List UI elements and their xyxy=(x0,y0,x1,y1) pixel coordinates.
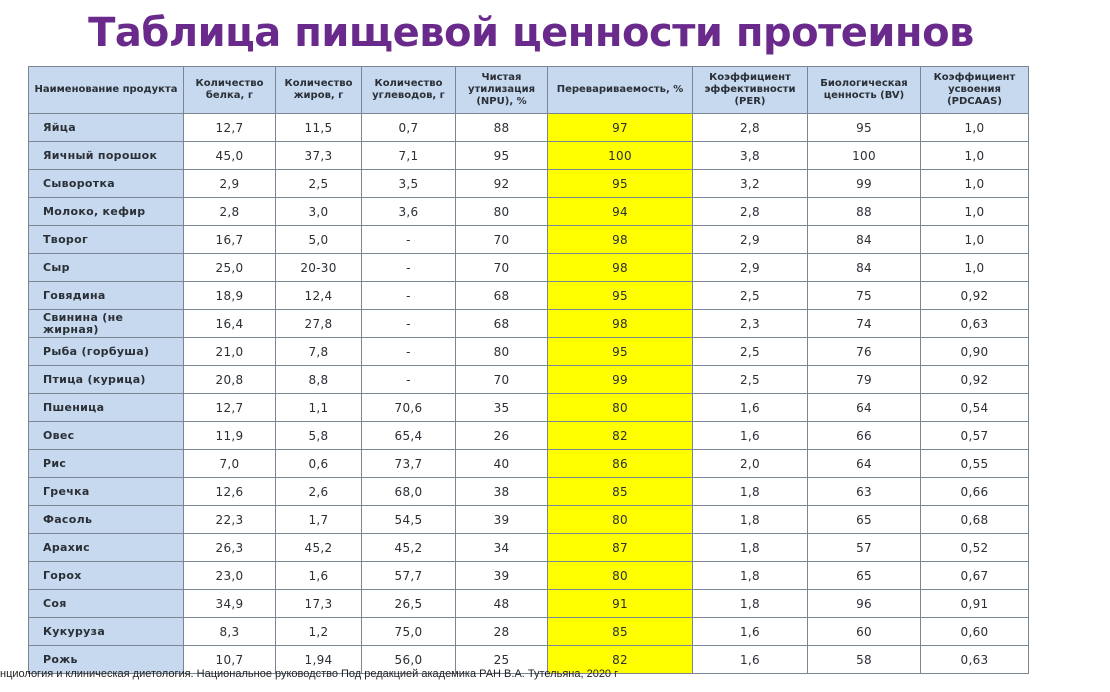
table-row xyxy=(29,198,1029,226)
cell-carbs: 57,7 xyxy=(362,562,456,590)
cell-fat: 45,2 xyxy=(276,534,362,562)
cell-bv: 66 xyxy=(808,422,921,450)
cell-fat: 7,8 xyxy=(276,338,362,366)
cell-digestibility: 80 xyxy=(548,506,693,534)
cell-fat: 17,3 xyxy=(276,590,362,618)
cell-digestibility: 98 xyxy=(548,310,693,338)
table-row xyxy=(29,282,1029,310)
cell-fat: 27,8 xyxy=(276,310,362,338)
cell-pdcaas: 0,60 xyxy=(921,618,1029,646)
cell-pdcaas: 0,68 xyxy=(921,506,1029,534)
cell-pdcaas: 0,90 xyxy=(921,338,1029,366)
table-row xyxy=(29,618,1029,646)
cell-pdcaas: 0,63 xyxy=(921,310,1029,338)
cell-pdcaas: 0,91 xyxy=(921,590,1029,618)
header-npu: Чистая утилизация (NPU), % xyxy=(456,67,548,114)
cell-carbs: - xyxy=(362,254,456,282)
cell-per: 1,8 xyxy=(693,506,808,534)
cell-npu: 34 xyxy=(456,534,548,562)
cell-protein: 23,0 xyxy=(184,562,276,590)
cell-protein: 18,9 xyxy=(184,282,276,310)
cell-protein: 22,3 xyxy=(184,506,276,534)
cell-protein: 16,4 xyxy=(184,310,276,338)
table-row xyxy=(29,254,1029,282)
cell-product-name: Кукуруза xyxy=(29,618,184,646)
cell-pdcaas: 0,67 xyxy=(921,562,1029,590)
cell-pdcaas: 0,66 xyxy=(921,478,1029,506)
cell-product-name: Рыба (горбуша) xyxy=(29,338,184,366)
table-row xyxy=(29,114,1029,142)
cell-fat: 8,8 xyxy=(276,366,362,394)
cell-carbs: 26,5 xyxy=(362,590,456,618)
cell-digestibility: 95 xyxy=(548,338,693,366)
header-protein: Количество белка, г xyxy=(184,67,276,114)
cell-digestibility: 97 xyxy=(548,114,693,142)
cell-per: 1,8 xyxy=(693,562,808,590)
cell-product-name: Рис xyxy=(29,450,184,478)
cell-product-name: Свинина (не жирная) xyxy=(29,310,184,338)
header-pdcaas: Коэффициент усвоения (PDCAAS) xyxy=(921,67,1029,114)
cell-npu: 35 xyxy=(456,394,548,422)
cell-fat: 1,1 xyxy=(276,394,362,422)
cell-npu: 92 xyxy=(456,170,548,198)
cell-per: 1,6 xyxy=(693,422,808,450)
cell-pdcaas: 1,0 xyxy=(921,142,1029,170)
nutrition-table xyxy=(28,66,1029,674)
table-row xyxy=(29,562,1029,590)
cell-fat: 1,94 xyxy=(276,646,362,674)
cell-protein: 10,7 xyxy=(184,646,276,674)
header-per: Коэффициент эффективности (PER) xyxy=(693,67,808,114)
cell-npu: 70 xyxy=(456,254,548,282)
table-row xyxy=(29,450,1029,478)
header-bv: Биологическая ценность (BV) xyxy=(808,67,921,114)
cell-npu: 88 xyxy=(456,114,548,142)
cell-npu: 38 xyxy=(456,478,548,506)
cell-carbs: 56,0 xyxy=(362,646,456,674)
table-row xyxy=(29,394,1029,422)
cell-carbs: - xyxy=(362,226,456,254)
cell-carbs: 70,6 xyxy=(362,394,456,422)
cell-pdcaas: 0,92 xyxy=(921,282,1029,310)
cell-product-name: Сыр xyxy=(29,254,184,282)
cell-npu: 40 xyxy=(456,450,548,478)
table-row xyxy=(29,142,1029,170)
cell-digestibility: 98 xyxy=(548,226,693,254)
cell-product-name: Творог xyxy=(29,226,184,254)
cell-product-name: Гречка xyxy=(29,478,184,506)
cell-digestibility: 99 xyxy=(548,366,693,394)
cell-protein: 16,7 xyxy=(184,226,276,254)
cell-fat: 2,5 xyxy=(276,170,362,198)
cell-protein: 12,6 xyxy=(184,478,276,506)
cell-bv: 95 xyxy=(808,114,921,142)
cell-product-name: Овес xyxy=(29,422,184,450)
cell-product-name: Говядина xyxy=(29,282,184,310)
cell-carbs: 68,0 xyxy=(362,478,456,506)
table-row xyxy=(29,226,1029,254)
cell-digestibility: 98 xyxy=(548,254,693,282)
cell-per: 2,8 xyxy=(693,114,808,142)
cell-npu: 68 xyxy=(456,282,548,310)
cell-bv: 74 xyxy=(808,310,921,338)
cell-bv: 84 xyxy=(808,254,921,282)
cell-npu: 95 xyxy=(456,142,548,170)
cell-protein: 2,8 xyxy=(184,198,276,226)
cell-bv: 58 xyxy=(808,646,921,674)
cell-fat: 1,6 xyxy=(276,562,362,590)
cell-npu: 28 xyxy=(456,618,548,646)
cell-fat: 12,4 xyxy=(276,282,362,310)
cell-digestibility: 85 xyxy=(548,478,693,506)
cell-npu: 80 xyxy=(456,338,548,366)
cell-per: 1,8 xyxy=(693,478,808,506)
cell-carbs: 45,2 xyxy=(362,534,456,562)
cell-fat: 3,0 xyxy=(276,198,362,226)
cell-pdcaas: 0,63 xyxy=(921,646,1029,674)
cell-fat: 5,0 xyxy=(276,226,362,254)
header-product: Наименование продукта xyxy=(29,67,184,114)
cell-carbs: - xyxy=(362,338,456,366)
cell-protein: 21,0 xyxy=(184,338,276,366)
cell-fat: 1,7 xyxy=(276,506,362,534)
cell-pdcaas: 0,55 xyxy=(921,450,1029,478)
cell-digestibility: 82 xyxy=(548,422,693,450)
cell-bv: 60 xyxy=(808,618,921,646)
cell-bv: 65 xyxy=(808,506,921,534)
cell-digestibility: 91 xyxy=(548,590,693,618)
cell-product-name: Яичный порошок xyxy=(29,142,184,170)
cell-carbs: 75,0 xyxy=(362,618,456,646)
table-row xyxy=(29,590,1029,618)
page-title: Таблица пищевой ценности протеинов xyxy=(88,10,974,56)
cell-per: 2,5 xyxy=(693,338,808,366)
cell-carbs: 0,7 xyxy=(362,114,456,142)
cell-per: 1,8 xyxy=(693,590,808,618)
cell-npu: 80 xyxy=(456,198,548,226)
cell-digestibility: 94 xyxy=(548,198,693,226)
cell-bv: 65 xyxy=(808,562,921,590)
cell-protein: 7,0 xyxy=(184,450,276,478)
cell-digestibility: 87 xyxy=(548,534,693,562)
cell-npu: 26 xyxy=(456,422,548,450)
cell-fat: 37,3 xyxy=(276,142,362,170)
table-row xyxy=(29,478,1029,506)
table-row xyxy=(29,310,1029,338)
cell-per: 2,9 xyxy=(693,226,808,254)
cell-carbs: - xyxy=(362,310,456,338)
cell-product-name: Сыворотка xyxy=(29,170,184,198)
cell-product-name: Молоко, кефир xyxy=(29,198,184,226)
cell-bv: 99 xyxy=(808,170,921,198)
cell-pdcaas: 1,0 xyxy=(921,114,1029,142)
cell-fat: 2,6 xyxy=(276,478,362,506)
cell-bv: 64 xyxy=(808,394,921,422)
header-carbs: Количество углеводов, г xyxy=(362,67,456,114)
cell-per: 3,2 xyxy=(693,170,808,198)
cell-npu: 70 xyxy=(456,226,548,254)
cell-digestibility: 80 xyxy=(548,394,693,422)
cell-per: 2,3 xyxy=(693,310,808,338)
cell-digestibility: 95 xyxy=(548,170,693,198)
cell-bv: 64 xyxy=(808,450,921,478)
cell-per: 2,8 xyxy=(693,198,808,226)
cell-protein: 8,3 xyxy=(184,618,276,646)
cell-npu: 39 xyxy=(456,506,548,534)
table-row xyxy=(29,506,1029,534)
cell-carbs: 3,5 xyxy=(362,170,456,198)
cell-fat: 1,2 xyxy=(276,618,362,646)
cell-bv: 76 xyxy=(808,338,921,366)
table-body xyxy=(29,114,1029,674)
cell-protein: 12,7 xyxy=(184,394,276,422)
cell-product-name: Горох xyxy=(29,562,184,590)
cell-per: 2,5 xyxy=(693,366,808,394)
cell-digestibility: 80 xyxy=(548,562,693,590)
cell-digestibility: 95 xyxy=(548,282,693,310)
cell-fat: 0,6 xyxy=(276,450,362,478)
cell-product-name: Фасоль xyxy=(29,506,184,534)
cell-digestibility: 85 xyxy=(548,618,693,646)
cell-bv: 63 xyxy=(808,478,921,506)
header-digestibility: Перевариваемость, % xyxy=(548,67,693,114)
cell-carbs: 73,7 xyxy=(362,450,456,478)
cell-protein: 12,7 xyxy=(184,114,276,142)
cell-protein: 2,9 xyxy=(184,170,276,198)
cell-per: 1,6 xyxy=(693,394,808,422)
cell-pdcaas: 1,0 xyxy=(921,170,1029,198)
cell-protein: 45,0 xyxy=(184,142,276,170)
cell-pdcaas: 1,0 xyxy=(921,254,1029,282)
cell-per: 1,8 xyxy=(693,534,808,562)
cell-digestibility: 86 xyxy=(548,450,693,478)
cell-per: 2,5 xyxy=(693,282,808,310)
cell-pdcaas: 0,54 xyxy=(921,394,1029,422)
cell-protein: 25,0 xyxy=(184,254,276,282)
cell-product-name: Арахис xyxy=(29,534,184,562)
cell-per: 1,6 xyxy=(693,618,808,646)
cell-bv: 84 xyxy=(808,226,921,254)
cell-carbs: - xyxy=(362,366,456,394)
cell-per: 2,0 xyxy=(693,450,808,478)
header-fat: Количество жиров, г xyxy=(276,67,362,114)
cell-carbs: - xyxy=(362,282,456,310)
cell-pdcaas: 0,57 xyxy=(921,422,1029,450)
cell-product-name: Рожь xyxy=(29,646,184,674)
cell-pdcaas: 0,92 xyxy=(921,366,1029,394)
cell-product-name: Пшеница xyxy=(29,394,184,422)
cell-protein: 11,9 xyxy=(184,422,276,450)
cell-carbs: 7,1 xyxy=(362,142,456,170)
cell-fat: 5,8 xyxy=(276,422,362,450)
cell-bv: 57 xyxy=(808,534,921,562)
table-header-row xyxy=(29,67,1029,114)
cell-per: 2,9 xyxy=(693,254,808,282)
cell-npu: 70 xyxy=(456,366,548,394)
cell-bv: 79 xyxy=(808,366,921,394)
source-footnote: нциология и клиническая диетология. Национальное руководство Под редакцией академика РАН В.А. Тутельяна, 2020 г xyxy=(0,668,619,680)
cell-npu: 39 xyxy=(456,562,548,590)
cell-protein: 20,8 xyxy=(184,366,276,394)
cell-pdcaas: 1,0 xyxy=(921,226,1029,254)
cell-carbs: 65,4 xyxy=(362,422,456,450)
table-row xyxy=(29,338,1029,366)
cell-protein: 26,3 xyxy=(184,534,276,562)
cell-product-name: Птица (курица) xyxy=(29,366,184,394)
table-row xyxy=(29,170,1029,198)
cell-protein: 34,9 xyxy=(184,590,276,618)
cell-npu: 25 xyxy=(456,646,548,674)
cell-carbs: 54,5 xyxy=(362,506,456,534)
table-row xyxy=(29,422,1029,450)
nutrition-table-container xyxy=(28,66,1028,667)
cell-pdcaas: 1,0 xyxy=(921,198,1029,226)
table-row xyxy=(29,534,1029,562)
table-row xyxy=(29,366,1029,394)
cell-product-name: Яйца xyxy=(29,114,184,142)
cell-digestibility: 82 xyxy=(548,646,693,674)
cell-npu: 48 xyxy=(456,590,548,618)
cell-pdcaas: 0,52 xyxy=(921,534,1029,562)
cell-npu: 68 xyxy=(456,310,548,338)
cell-bv: 88 xyxy=(808,198,921,226)
cell-digestibility: 100 xyxy=(548,142,693,170)
cell-carbs: 3,6 xyxy=(362,198,456,226)
cell-fat: 11,5 xyxy=(276,114,362,142)
cell-bv: 100 xyxy=(808,142,921,170)
cell-bv: 75 xyxy=(808,282,921,310)
cell-per: 3,8 xyxy=(693,142,808,170)
cell-bv: 96 xyxy=(808,590,921,618)
cell-product-name: Соя xyxy=(29,590,184,618)
cell-per: 1,6 xyxy=(693,646,808,674)
cell-fat: 20-30 xyxy=(276,254,362,282)
